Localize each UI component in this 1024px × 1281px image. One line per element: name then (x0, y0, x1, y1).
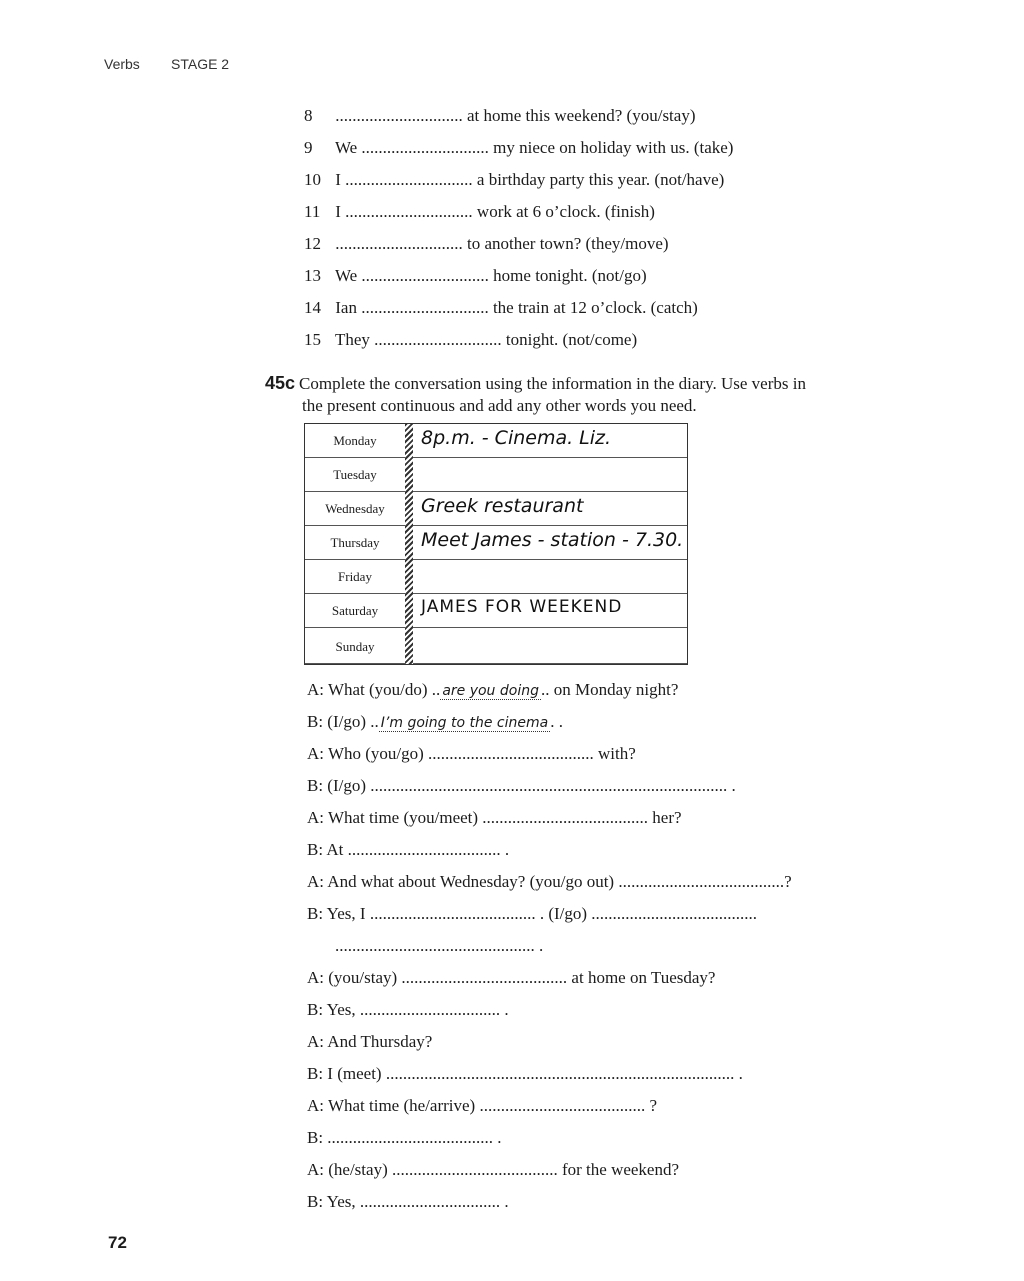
exercise-item (304, 234, 669, 254)
item-text: I .............................. work at 6 o’clock. (finish) (331, 202, 655, 221)
item-text: We .............................. home tonight. (not/go) (331, 266, 647, 285)
dialogue-line: A: What time (he/arrive) ....................................... ? (307, 1096, 657, 1115)
item-number: 9 (304, 138, 313, 157)
dialogue-line: A: Who (you/go) ....................................... with? (307, 744, 636, 763)
exercise-item (304, 170, 724, 190)
diary-row (305, 560, 687, 594)
dialogue-line: A: (you/stay) ....................................... at home on Tuesday? (307, 968, 716, 987)
diary-day: Thursday (330, 535, 380, 550)
dialogue-text: A: What (you/do) .. (307, 680, 441, 699)
item-text: .............................. at home this weekend? (you/stay) (331, 106, 696, 125)
diary-day: Friday (338, 569, 372, 584)
page-number: 72 (108, 1233, 127, 1252)
dialogue-text: .. on Monday night? (541, 680, 679, 699)
item-text: They .............................. tonight. (not/come) (331, 330, 638, 349)
item-text: We .............................. my niece on holiday with us. (take) (331, 138, 734, 157)
diary-day: Tuesday (333, 467, 377, 482)
dialogue-line: A: And Thursday? (307, 1032, 433, 1051)
diary-table (304, 423, 688, 665)
item-text: I .............................. a birthday party this year. (not/have) (331, 170, 725, 189)
diary-entry: JAMES FOR WEEKEND (421, 597, 623, 617)
exercise-item (304, 138, 733, 158)
dialogue-line: B: I (meet) .................................................................................. . (307, 1064, 743, 1083)
dialogue-line: A: What time (you/meet) ....................................... her? (307, 808, 682, 827)
diary-entry: 8p.m. - Cinema. Liz. (421, 427, 612, 449)
dialogue-line: ............................................... . (335, 936, 544, 955)
item-text: .............................. to another town? (they/move) (331, 234, 669, 253)
item-number: 15 (304, 330, 321, 349)
item-number: 13 (304, 266, 321, 285)
dialogue-line: B: ....................................... . (307, 1128, 502, 1147)
dialogue-line: B: (I/go) .................................................................................... . (307, 776, 736, 795)
diary-row (305, 458, 687, 492)
section-label: Verbs (104, 56, 140, 72)
exercise-item (304, 266, 647, 286)
example-answer: I’m going to the cinema (380, 715, 549, 731)
diary-day: Sunday (335, 639, 375, 654)
exercise-instruction (265, 372, 935, 417)
item-text: Ian .............................. the train at 12 o’clock. (catch) (331, 298, 698, 317)
dialogue-line: B: Yes, I ....................................... . (I/go) ....................................... (307, 904, 758, 923)
dialogue-line: B: Yes, ................................. . (307, 1192, 509, 1211)
item-number: 12 (304, 234, 321, 253)
dialogue-line (307, 680, 678, 701)
example-answer: are you doing (442, 683, 539, 699)
diary-binding (405, 424, 413, 664)
dialogue-line: A: And what about Wednesday? (you/go out) .......................................? (307, 872, 792, 891)
dialogue-line (307, 712, 563, 733)
exercise-item (304, 298, 698, 318)
exercise-item (304, 106, 696, 126)
item-number: 14 (304, 298, 321, 317)
diary-entry: Meet James - station - 7.30. (421, 529, 684, 551)
item-number: 8 (304, 106, 313, 125)
dialogue-text: B: (I/go) .. (307, 712, 379, 731)
dialogue-text: . . (550, 712, 563, 731)
exercise-item (304, 330, 637, 350)
diary-row (305, 630, 687, 664)
diary-day: Wednesday (325, 501, 385, 516)
diary-day: Monday (333, 433, 377, 448)
stage-label: STAGE 2 (171, 56, 230, 72)
instruction-line-2: the present continuous and add any other words you need. (302, 396, 697, 415)
instruction-line-1: Complete the conversation using the information in the diary. Use verbs in (299, 374, 806, 393)
exercise-item (304, 202, 655, 222)
diary-row (305, 424, 687, 458)
diary-row (305, 594, 687, 628)
dialogue-line: A: (he/stay) ....................................... for the weekend? (307, 1160, 680, 1179)
exercise-number: 45c (265, 373, 296, 393)
diary-row (305, 526, 687, 560)
item-number: 10 (304, 170, 321, 189)
diary-row (305, 492, 687, 526)
item-number: 11 (304, 202, 321, 221)
diary-day: Saturday (331, 603, 379, 618)
diary-entry: Greek restaurant (421, 495, 584, 517)
dialogue-line: B: Yes, ................................. . (307, 1000, 509, 1019)
dialogue-line: B: At .................................... . (307, 840, 510, 859)
